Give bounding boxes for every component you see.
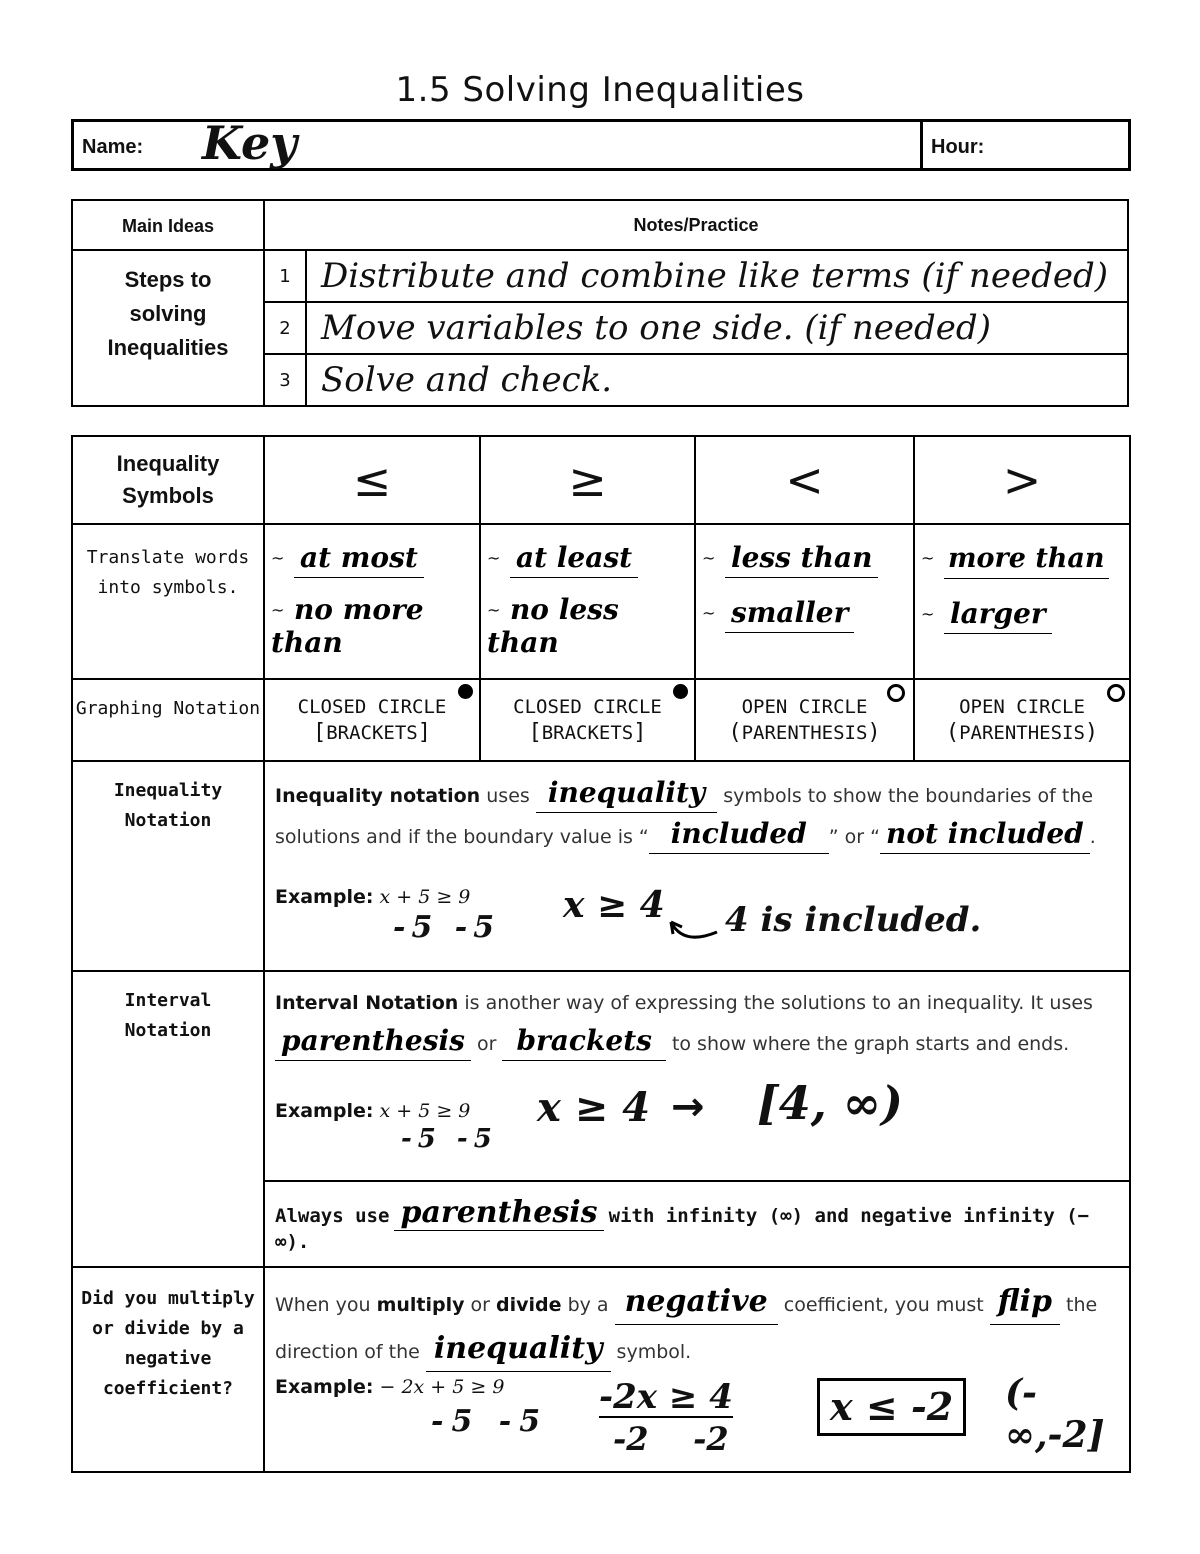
translate-ge-1: at least [510,539,638,578]
paren-type-lt: PARENTHESIS [741,722,868,744]
negative-paragraph [275,1280,1119,1374]
translate-ge-2: no less than [487,593,619,659]
translate-le-2: no more than [271,593,424,659]
interval-text-b: or [476,1033,497,1055]
always-text-a: Always use [275,1205,390,1227]
translate-entry [921,595,1123,634]
ineq-work-2: x ≥ 4 [563,884,665,926]
ineq-text-a: uses [486,785,530,807]
name-value: Key [202,116,297,170]
step-3-text: Solve and check. [321,360,613,400]
neg-blank-3: inequality [426,1327,611,1372]
ineq-example-expr: x + 5 ≥ 9 [379,886,471,908]
neg-divide: divide [496,1294,562,1316]
symbol-le [264,436,480,524]
dash-6: ~ [702,603,716,623]
interval-notation-body [264,971,1130,1181]
bracket-row [265,720,479,745]
neg-text-a: When you [275,1294,371,1316]
main-ideas-label: Main Ideas [121,216,215,236]
graphing-label-cell [72,679,264,761]
graphing-label: Graphing Notation [75,698,261,719]
dash-1: ~ [271,548,285,568]
ineq-notation-label-cell [72,761,264,971]
step-number [264,354,306,406]
step-text [306,250,1128,302]
hour-cell [922,121,1130,170]
ineq-work-1: -5 -5 [393,910,501,945]
ineq-blank-3: not included [880,815,1090,854]
translate-entry [487,594,688,659]
neg-example-label: Example: [275,1376,374,1398]
symbol-ge-text: ≥ [568,453,607,507]
closed-circle-icon [673,684,688,699]
translate-lt-1: less than [725,539,879,578]
step-text [306,302,1128,354]
dash-5: ~ [702,548,716,568]
neg-example [275,1376,504,1398]
translate-cell-le [264,524,480,679]
translate-le-1: at most [294,539,424,578]
interval-example-expr: x + 5 ≥ 9 [379,1100,471,1122]
neg-multiply: multiply [376,1294,465,1316]
interval-example [275,1100,470,1122]
symbol-gt-text: > [1002,453,1042,507]
translate-label: Translate words into symbols. [86,547,250,598]
ineq-notation-paragraph [275,774,1119,856]
graphing-cell-ge [480,679,695,761]
name-hour-header [71,116,1131,171]
steps-main-idea-text: Steps to solving Inequalities [107,267,229,360]
dash-8: ~ [921,604,935,624]
interval-work-3: [4, ∞) [757,1076,903,1130]
dash-7: ~ [921,548,935,568]
paren-type-gt: PARENTHESIS [959,722,1085,744]
step-1-text: Distribute and combine like terms (if needed) [321,256,1108,296]
ineq-notation-term: Inequality notation [275,785,481,807]
page-title: 1.5 Solving Inequalities [395,70,805,110]
graphing-cell-le [264,679,480,761]
name-label: Name: [82,136,144,158]
neg-fraction-denominator: -2 -2 [613,1420,729,1458]
neg-example-expr: − 2x + 5 ≥ 9 [379,1376,505,1398]
symbols-label: Inequality Symbols [116,451,220,508]
graphing-cell-gt [914,679,1130,761]
notes-label: Notes/Practice [633,214,759,235]
ineq-notation-label: Inequality Notation [113,780,223,831]
step-3-number: 3 [279,369,291,391]
hour-label: Hour: [931,136,985,158]
ineq-example [275,886,470,908]
bracket-open: [ [312,720,327,745]
neg-boxed-answer: x ≤ -2 [817,1378,966,1436]
ineq-text-d: . [1089,826,1096,848]
open-circle-icon [1107,684,1125,702]
ineq-text-c: ” or “ [828,826,880,848]
main-ideas-header [72,200,264,250]
neg-blank-1: negative [615,1280,778,1325]
dash-3: ~ [487,548,501,568]
interval-example-label: Example: [275,1100,374,1122]
step-2-text: Move variables to one side. (if needed) [321,308,991,348]
symbol-le-text: ≤ [352,453,392,507]
closed-circle-icon [458,684,473,699]
neg-text-c: coefficient, you must [783,1294,984,1316]
symbols-label-cell [72,436,264,524]
bracket-open: [ [528,720,542,745]
negative-label: Did you multiply or divide by a negative coefficient? [81,1288,255,1399]
interval-blank-2: brackets [502,1022,665,1061]
always-blank: parenthesis [394,1195,603,1231]
open-circle-icon [887,684,905,702]
circle-type-gt: OPEN CIRCLE [959,696,1085,718]
dash-2: ~ [271,600,285,620]
ineq-blank-1: inequality [536,774,717,813]
paren-type-ge: BRACKETS [541,722,634,744]
ineq-work-3: 4 is included. [725,900,982,940]
paren-close: ) [1084,720,1099,745]
dash-4: ~ [487,600,501,620]
always-use-cell [264,1181,1130,1267]
neg-interval-answer: (-∞,-2] [1005,1372,1105,1456]
neg-work-1: -5 -5 [431,1404,549,1439]
ineq-example-label: Example: [275,886,374,908]
symbol-lt-text: < [785,453,824,507]
step-number [264,250,306,302]
step-1-number: 1 [279,265,291,287]
step-2-number: 2 [279,317,291,339]
translate-label-cell [72,524,264,679]
neg-or: or [470,1294,490,1316]
name-cell [73,116,922,170]
translate-cell-gt [914,524,1130,679]
interval-notation-label-cell [72,971,264,1267]
translate-entry [487,539,688,578]
steps-main-idea [72,250,264,406]
negative-body [264,1267,1130,1472]
translate-entry [271,594,473,659]
translate-cell-lt [695,524,914,679]
translate-gt-2: larger [944,595,1052,634]
paren-close: ) [867,720,881,745]
translate-entry [702,539,907,578]
interval-blank-1: parenthesis [275,1022,471,1061]
bracket-close: ] [417,720,431,745]
curved-arrow-icon [663,916,723,952]
notes-table [71,435,1131,1473]
translate-entry [271,539,473,578]
negative-label-cell [72,1267,264,1472]
bracket-close: ] [633,720,647,745]
neg-blank-2: flip [990,1280,1060,1325]
translate-cell-ge [480,524,695,679]
interval-work-2: x ≥ 4 [537,1084,651,1131]
paren-open: ( [945,720,960,745]
ineq-blank-2: included [649,815,829,854]
step-text [306,354,1128,406]
translate-lt-2: smaller [725,594,854,633]
neg-fraction-numerator: -2x ≥ 4 [599,1377,733,1417]
circle-type-le: CLOSED CIRCLE [297,696,447,718]
step-number [264,302,306,354]
right-arrow-icon: → [671,1084,705,1130]
symbol-gt [914,436,1130,524]
interval-notation-label: Interval Notation [124,990,212,1041]
notes-header [264,200,1128,250]
neg-text-e: symbol. [616,1341,692,1363]
circle-type-ge: CLOSED CIRCLE [513,696,662,718]
interval-text-a: is another way of expressing the solutions to an inequality. It uses [464,992,1093,1014]
neg-text-d: the direction of the [275,1294,1098,1363]
bracket-row [481,720,694,745]
paren-row [696,720,913,745]
translate-gt-1: more than [944,540,1109,579]
paren-open: ( [728,720,742,745]
translate-entry [921,539,1123,579]
graphing-cell-lt [695,679,914,761]
always-text-b: with infinity (∞) and negative infinity (− ∞). [275,1205,1090,1253]
interval-term: Interval Notation [275,992,459,1014]
steps-table [71,199,1129,407]
interval-paragraph [275,984,1119,1063]
neg-text-b: by a [567,1294,609,1316]
paren-type-le: BRACKETS [326,722,418,744]
interval-work-1: -5 -5 [401,1124,498,1154]
symbol-lt [695,436,914,524]
symbol-ge [480,436,695,524]
ineq-text-b: symbols to show the boundaries of the solutions and if the boundary value is “ [275,785,1094,848]
paren-row [915,720,1129,745]
translate-entry [702,594,907,633]
interval-text-c: to show where the graph starts and ends. [671,1033,1070,1055]
circle-type-lt: OPEN CIRCLE [741,696,868,718]
ineq-notation-body [264,761,1130,971]
